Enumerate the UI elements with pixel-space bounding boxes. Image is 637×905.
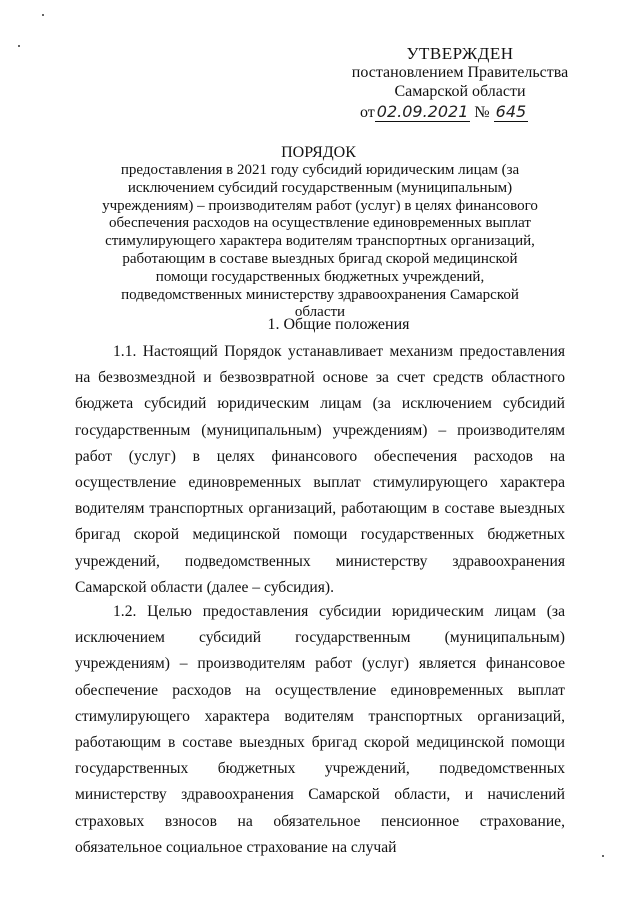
paragraph-1-2: 1.2. Целью предоставления субсидии юридическим лицам (за исключением субсидий государственным (муниципальным) учреждениям) – производителям работ (услуг) является финансовое обеспечение расходов на осуществление единовременных выплат стимулирующего характера водителям транспортных организаций, работающим в составе выездных бригад скорой медицинской помощи государственных бюджетных учреждений, подведомственных министерству здравоохранения Самарской области, и начислений страховых взносов на обязательное пенсионное страхование, обязательное социальное страхование на случай <box>75 603 565 856</box>
handwritten-date: 02.09.2021 <box>376 102 469 121</box>
scan-speck <box>18 45 20 47</box>
document-title: ПОРЯДОК <box>281 144 356 161</box>
document-subtitle: предоставления в 2021 году субсидий юридическим лицам (за исключением субсидий государственным (муниципальным) учреждениям) – производителям работ (услуг) в целях финансового обеспечения расходов на осуществление единовременных выплат стимулирующего характера водителям транспортных организаций, работающим в составе выездных бригад скорой медицинской помощи государственных бюджетных учреждений, подведомственных министерству здравоохранения Самарской области <box>102 162 538 321</box>
approval-block <box>340 44 580 122</box>
approval-date-number <box>340 102 580 122</box>
approval-title: УТВЕРЖДЕН <box>406 44 514 63</box>
scan-speck <box>42 14 44 16</box>
number-prefix: № <box>474 104 490 121</box>
scan-speck <box>602 855 604 857</box>
paragraph-1-1: 1.1. Настоящий Порядок устанавливает механизм предоставления на безвозмездной и безвозвратной основе за счет средств областного бюджета субсидий юридическим лицам (за исключением субсидий государственным (муниципальным) учреждениям) – производителям работ (услуг) в целях финансового обеспечения расходов на осуществление единовременных выплат стимулирующего характера водителям транспортных организаций, работающим в составе выездных бригад скорой медицинской помощи государственных бюджетных учреждений, подведомственных министерству здравоохранения Самарской области (далее – субсидия). <box>75 343 565 596</box>
section-title: 1. Общие положения <box>267 316 410 333</box>
date-prefix: от <box>360 104 375 121</box>
approval-line-1: постановлением Правительства <box>351 64 569 81</box>
handwritten-number: 645 <box>495 102 527 121</box>
approval-line-2: Самарской области <box>394 83 526 100</box>
